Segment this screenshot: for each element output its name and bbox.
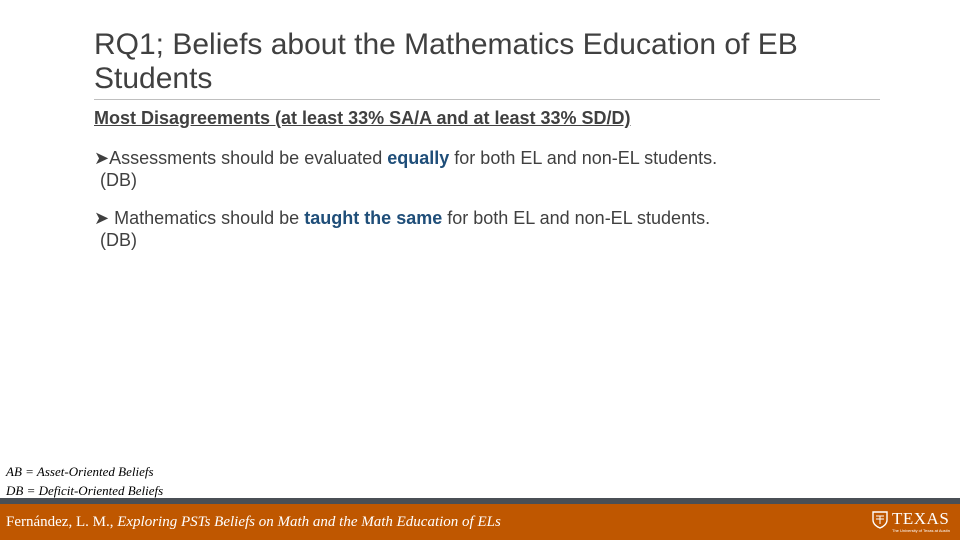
title-divider: [94, 99, 880, 100]
footer-bar: [0, 504, 960, 540]
citation-author: Fernández, L. M.,: [6, 514, 118, 530]
bullet-text: for both EL and non-EL students.: [449, 148, 718, 168]
bullet-text: for both EL and non-EL students.: [442, 208, 711, 228]
legend-line: AB = Asset-Oriented Beliefs: [6, 464, 154, 479]
slide-title: RQ1; Beliefs about the Mathematics Education of EB Students: [94, 28, 798, 95]
footer-citation: [6, 514, 501, 531]
logo-wordmark: TEXAS: [892, 509, 950, 528]
citation-work: Exploring PSTs Beliefs on Math and the Math Education of ELs: [117, 514, 501, 530]
bullet-tag: (DB): [100, 230, 137, 250]
logo-subtext: The University of Texas at Austin: [892, 528, 950, 533]
bullet-highlight: taught the same: [304, 208, 443, 228]
ut-texas-logo: [872, 509, 952, 537]
section-heading: Most Disagreements (at least 33% SA/A and at least 33% SD/D): [94, 108, 631, 128]
bullet-text: Mathematics should be: [109, 208, 305, 228]
arrow-bullet-icon: ➤: [94, 208, 110, 228]
legend-line: DB = Deficit-Oriented Beliefs: [6, 483, 164, 498]
bullet-item-2: [94, 207, 894, 251]
bullet-item-1: [94, 147, 894, 191]
bullet-text: Assessments should be evaluated: [109, 148, 388, 168]
arrow-bullet-icon: ➤: [94, 148, 110, 168]
bullet-tag: (DB): [100, 170, 137, 190]
seal-icon: [872, 511, 888, 529]
bullet-highlight: equally: [387, 148, 450, 168]
abbreviation-legend: [6, 462, 163, 500]
